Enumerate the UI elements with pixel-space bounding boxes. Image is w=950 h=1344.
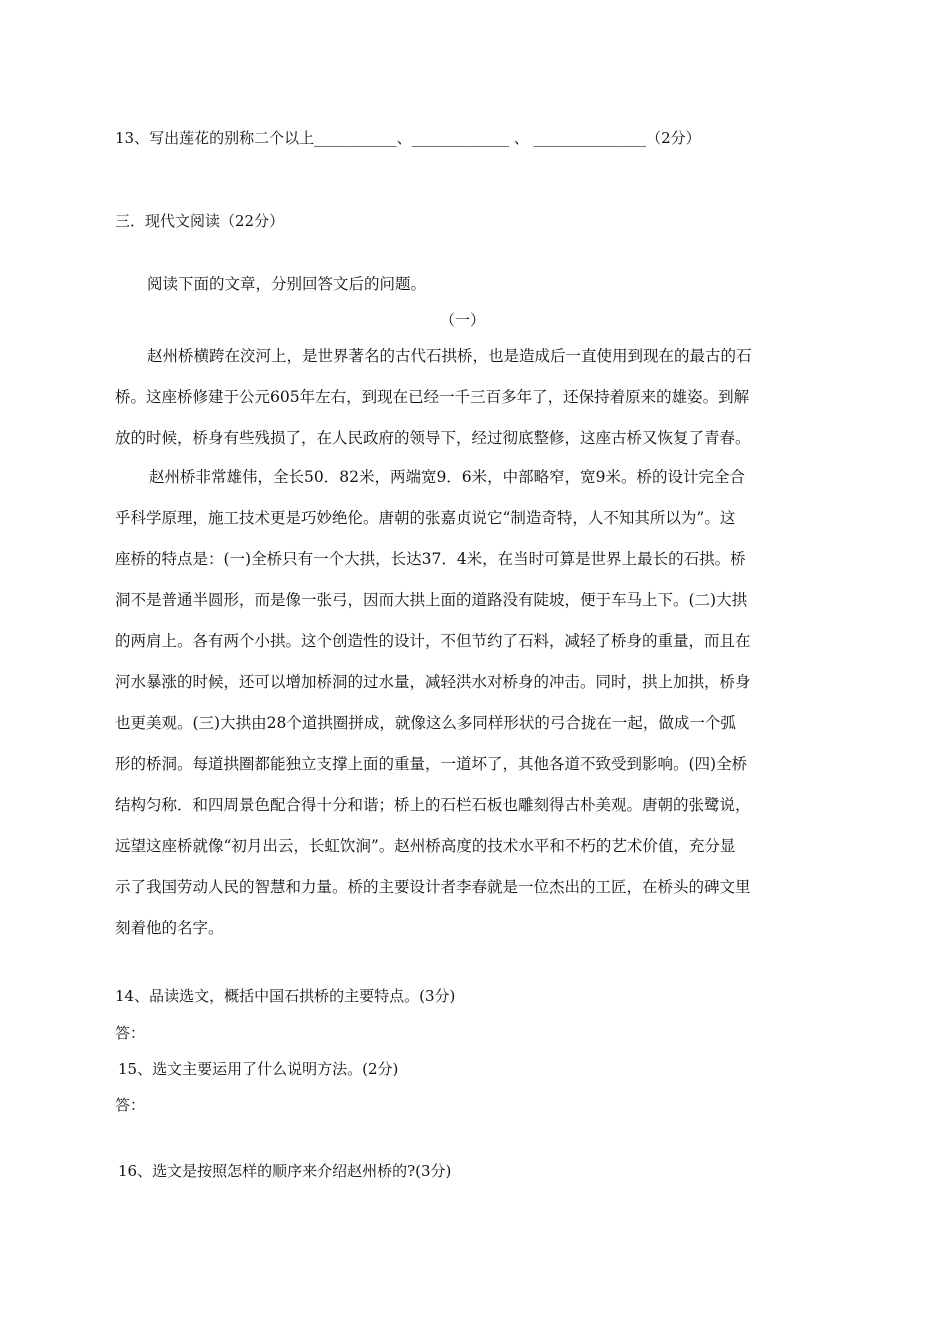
part-label: （一） bbox=[440, 311, 486, 329]
passage-line: 洞不是普通半圆形，而是像一张弓，因而大拱上面的道路没有陡坡，便于车马上下。(二)大拱 bbox=[115, 591, 748, 609]
passage-paragraph-2 bbox=[115, 458, 835, 958]
passage-line: 赵州桥非常雄伟，全长50．82米，两端宽9．6米，中部略窄，宽9米。桥的设计完全合 bbox=[149, 468, 746, 486]
answer-label-15: 答： bbox=[115, 1096, 146, 1114]
passage-line: 刻着他的名字。 bbox=[115, 919, 224, 937]
passage-line: 示了我国劳动人民的智慧和力量。桥的主要设计者李春就是一位杰出的工匠，在桥头的碑文里 bbox=[115, 878, 751, 896]
passage-line: 结构匀称．和四周景色配合得十分和谐；桥上的石栏石板也雕刻得古朴美观。唐朝的张鹭说， bbox=[115, 796, 751, 814]
passage-line: 放的时候，桥身有些残损了，在人民政府的领导下，经过彻底整修，这座古桥又恢复了青春。 bbox=[115, 429, 751, 447]
passage-line: 河水暴涨的时候，还可以增加桥洞的过水量，减轻洪水对桥身的冲击。同时，拱上加拱，桥身 bbox=[115, 673, 751, 691]
section-heading: 三．现代文阅读（22分） bbox=[115, 212, 285, 230]
passage-line: 的两肩上。各有两个小拱。这个创造性的设计，不但节约了石料，减轻了桥身的重量，而且在 bbox=[115, 632, 751, 650]
passage-line: 赵州桥横跨在洨河上，是世界著名的古代石拱桥，也是造成后一直使用到现在的最古的石 bbox=[147, 347, 752, 365]
passage-line: 远望这座桥就像“初月出云，长虹饮涧”。赵州桥高度的技术水平和不朽的艺术价值，充分显 bbox=[115, 837, 736, 855]
passage-line: 桥。这座桥修建于公元605年左右，到现在已经一千三百多年了，还保持着原来的雄姿。到解 bbox=[115, 388, 750, 406]
passage-line: 也更美观。(三)大拱由28个道拱圈拼成，就像这么多同样形状的弓合拢在一起，做成一个弧 bbox=[115, 714, 736, 732]
passage-line: 形的桥洞。每道拱圈都能独立支撑上面的重量，一道坏了，其他各道不致受到影响。(四)全桥 bbox=[115, 755, 748, 773]
question-14: 14、品读选文，概括中国石拱桥的主要特点。(3分) bbox=[115, 987, 456, 1005]
answer-label-14: 答： bbox=[115, 1024, 146, 1042]
passage-line: 座桥的特点是：(一)全桥只有一个大拱，长达37．4米，在当时可算是世界上最长的石拱。桥 bbox=[115, 550, 746, 568]
passage-paragraph-1 bbox=[115, 338, 835, 468]
reading-instruction: 阅读下面的文章，分别回答文后的问题。 bbox=[147, 275, 427, 293]
question-15: 15、选文主要运用了什么说明方法。(2分) bbox=[118, 1060, 399, 1078]
question-13: 13、写出莲花的别称二个以上___________、_____________ 、 _______________（2分） bbox=[115, 129, 701, 147]
question-16: 16、选文是按照怎样的顺序来介绍赵州桥的?(3分) bbox=[118, 1162, 452, 1180]
passage-line: 乎科学原理，施工技术更是巧妙绝伦。唐朝的张嘉贞说它“制造奇特，人不知其所以为”。这 bbox=[115, 509, 736, 527]
